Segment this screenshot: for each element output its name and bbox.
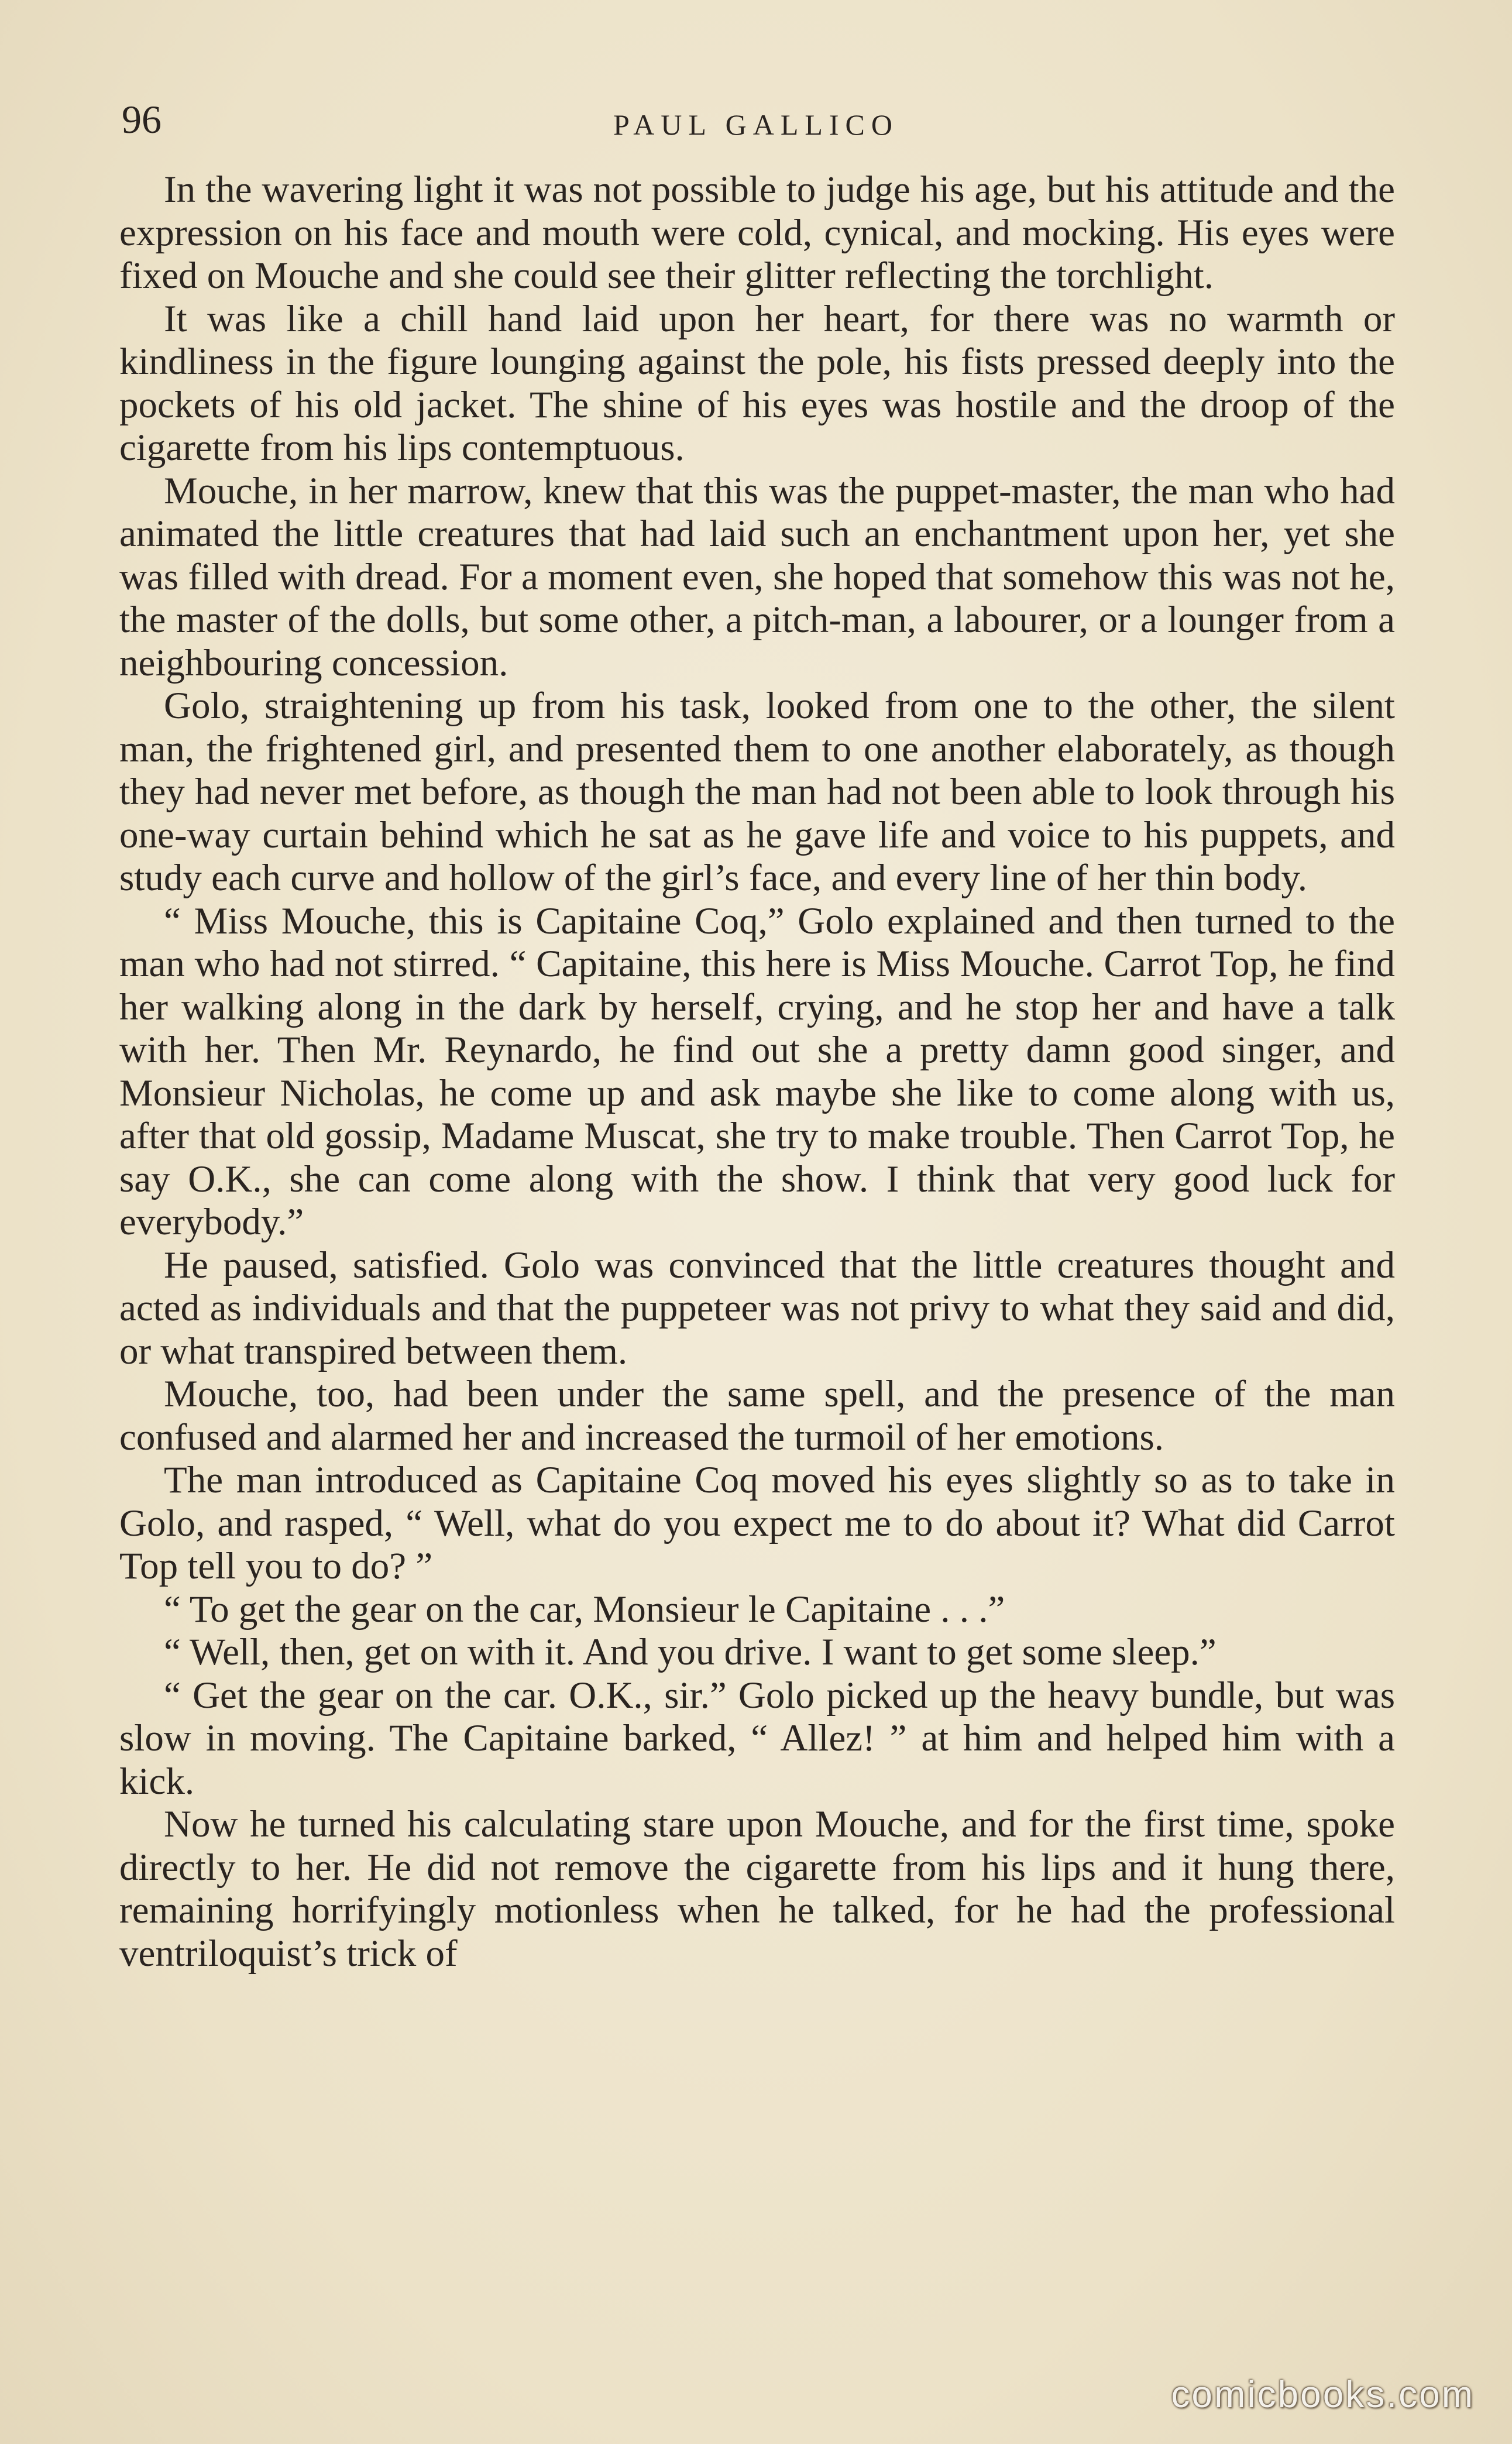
paragraph: “ Miss Mouche, this is Capitaine Coq,” Golo explained and then turned to the man who had not stirred. “ Capitaine, this here is Miss Mouche. Carrot Top, he find her walking along in the dark by herself, crying, and he stop her and have a talk with her. Then Mr. Reynardo, he find out she a pretty damn good singer, and Monsieur Nicholas, he come up and ask maybe she like to come along with us, after that old gossip, Madame Muscat, she try to make trouble. Then Carrot Top, he say O.K., she can come along with the show. I think that very good luck for everybody.”: [119, 900, 1395, 1243]
paragraph: In the wavering light it was not possible to judge his age, but his attitude and the expression on his face and mouth were cold, cynical, and mocking. His eyes were fixed on Mouche and she could see their glitter reflecting the torchlight.: [119, 169, 1395, 297]
paragraph: “ Get the gear on the car. O.K., sir.” Golo picked up the heavy bundle, but was slow in moving. The Capitaine barked, “ Allez! ” at him and helped him with a kick.: [119, 1674, 1395, 1803]
paragraph: It was like a chill hand laid upon her heart, for there was no warmth or kindliness in the figure lounging against the pole, his fists pressed deeply into the pockets of his old jacket. The shine of his eyes was hostile and the droop of the cigarette from his lips contemptuous.: [119, 297, 1395, 469]
paragraph: Golo, straightening up from his task, looked from one to the other, the silent man, the frightened girl, and presented them to one another elaborately, as though they had never met before, as though the man had not been able to look through his one-way curtain behind which he sat as he gave life and voice to his puppets, and study each curve and hollow of the girl’s face, and every line of her thin body.: [119, 685, 1395, 899]
page-number: 96: [122, 97, 161, 142]
paragraph: He paused, satisfied. Golo was convinced that the little creatures thought and acted as individuals and that the puppeteer was not privy to what they said and did, or what transpired between them.: [119, 1244, 1395, 1372]
paragraph: “ To get the gear on the car, Monsieur le Capitaine . . .”: [164, 1588, 1005, 1631]
paragraph: Mouche, in her marrow, knew that this was the puppet-master, the man who had animated the little creatures that had laid such an enchantment upon her, yet she was filled with dread. For a moment even, she hoped that somehow this was not he, the master of the dolls, but some other, a pitch-man, a labourer, or a lounger from a neighbouring concession.: [119, 469, 1395, 684]
body-text: [119, 169, 1395, 1975]
paragraph: “ Well, then, get on with it. And you drive. I want to get some sleep.”: [164, 1631, 1217, 1673]
paragraph: Now he turned his calculating stare upon Mouche, and for the first time, spoke directly to her. He did not remove the cigarette from his lips and it hung there, remaining horrifyingly motionless when he talked, for he had the professional ventriloquist’s trick of: [119, 1803, 1395, 1975]
paragraph: The man introduced as Capitaine Coq moved his eyes slightly so as to take in Golo, and rasped, “ Well, what do you expect me to do about it? What did Carrot Top tell you to do? ”: [119, 1459, 1395, 1587]
watermark: comicbooks.com: [1171, 2373, 1475, 2415]
paragraph: Mouche, too, had been under the same spell, and the presence of the man confused and alarmed her and increased the turmoil of her emotions.: [119, 1373, 1395, 1458]
running-head: PAUL GALLICO: [613, 108, 899, 141]
